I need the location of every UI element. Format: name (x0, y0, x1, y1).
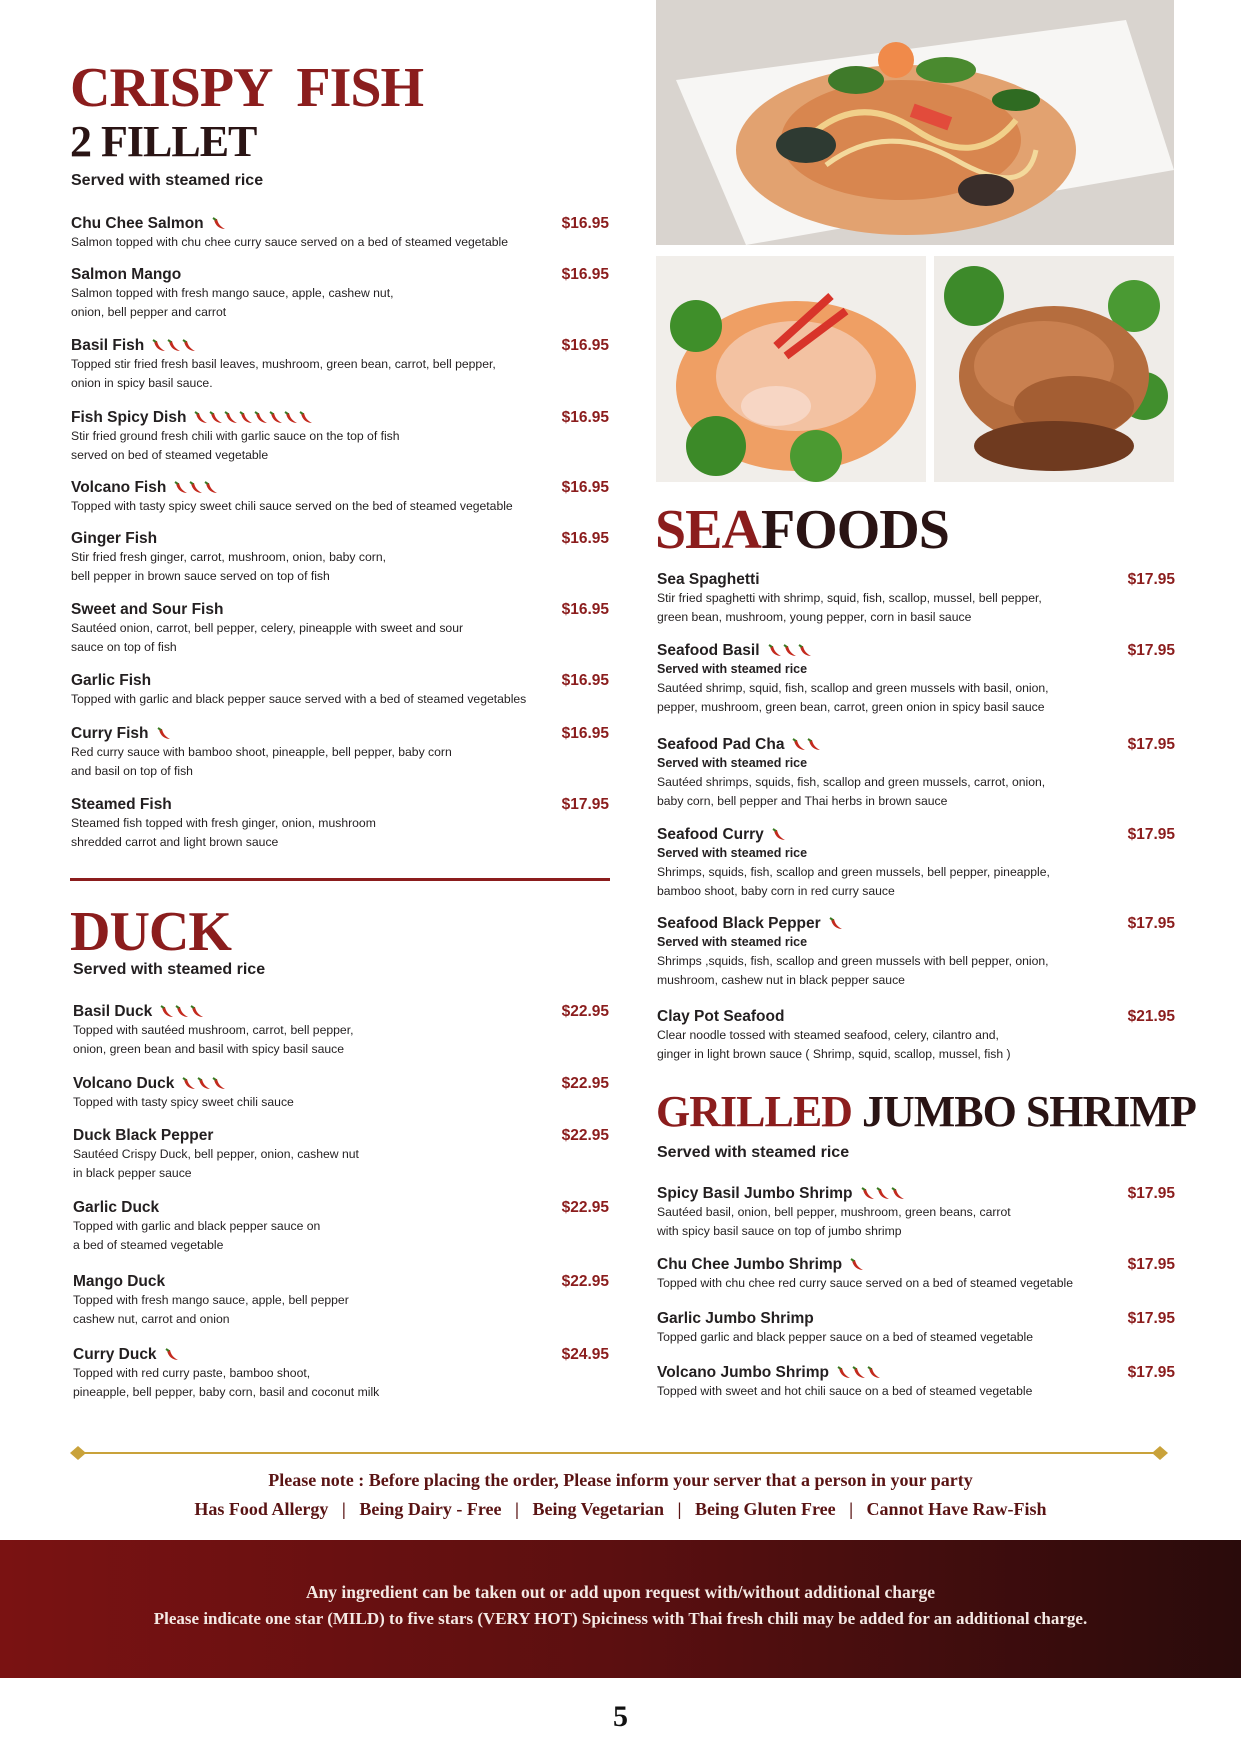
chili-icon (783, 644, 797, 658)
menu-item-price: $16.95 (561, 215, 609, 232)
menu-item-price: $17.95 (1127, 1310, 1175, 1327)
menu-item-name-text: Seafood Basil (657, 642, 760, 659)
chili-icon (284, 411, 298, 425)
menu-item-name (657, 571, 1042, 589)
menu-item-price: $24.95 (561, 1346, 609, 1363)
menu-item-price: $16.95 (561, 601, 609, 618)
chili-spice-icon (182, 1077, 226, 1091)
menu-item-name-text: Seafood Curry (657, 826, 764, 843)
menu-item-price: $22.95 (561, 1003, 609, 1020)
chili-icon (798, 644, 812, 658)
menu-item-name (657, 915, 1049, 933)
menu-item-price: $22.95 (561, 1075, 609, 1092)
menu-item-price: $22.95 (561, 1127, 609, 1144)
chili-icon (212, 1077, 226, 1091)
menu-item-description: Topped stir fried fresh basil leaves, mushroom, green bean, carrot, bell pepper, onion in spicy basil sauce. (71, 357, 496, 390)
menu-item-description: Topped with sautéed mushroom, carrot, bell pepper, onion, green bean and basil with spicy basil sauce (73, 1023, 354, 1056)
menu-item-price: $21.95 (1127, 1008, 1175, 1025)
crispy-fish-title: CRISPY FISH (70, 57, 424, 119)
menu-item-name-text: Volcano Fish (71, 479, 167, 496)
menu-item-description: Salmon topped with fresh mango sauce, apple, cashew nut, onion, bell pepper and carrot (71, 286, 394, 319)
menu-item-name-text: Volcano Duck (73, 1075, 175, 1092)
grilled-fish-photo (934, 256, 1174, 482)
chili-icon (197, 1077, 211, 1091)
menu-item (71, 601, 463, 657)
menu-item-description: Red curry sauce with bamboo shoot, pineapple, bell pepper, baby corn and basil on top of fish (71, 745, 452, 778)
menu-item-price: $17.95 (1127, 915, 1175, 932)
menu-item-price: $17.95 (561, 796, 609, 813)
menu-item-name (71, 530, 386, 548)
menu-item (73, 1075, 294, 1112)
menu-item-description: Sautéed shrimps, squids, fish, scallop and green mussels, carrot, onion, baby corn, bell pepper and Thai herbs in brown sauce (657, 775, 1046, 808)
chili-icon (792, 738, 806, 752)
chili-icon (829, 917, 843, 931)
menu-item-price: $16.95 (561, 479, 609, 496)
chili-icon (807, 738, 821, 752)
menu-item-name (73, 1003, 353, 1021)
menu-item-description: Salmon topped with chu chee curry sauce served on a bed of steamed vegetable (71, 235, 508, 249)
section-divider (70, 878, 610, 881)
menu-item-name-text: Seafood Black Pepper (657, 915, 821, 932)
menu-item (73, 1199, 320, 1255)
menu-item (71, 672, 526, 709)
menu-item-description: Topped with chu chee red curry sauce served on a bed of steamed vegetable (657, 1276, 1073, 1290)
seafoods-title-dark: FOODS (760, 499, 949, 561)
menu-item-description: Topped with garlic and black pepper sauce on a bed of steamed vegetable (73, 1219, 321, 1252)
chili-spice-icon (152, 339, 196, 353)
menu-item-served-note: Served with steamed rice (657, 662, 808, 676)
chili-icon (867, 1366, 881, 1380)
menu-item-name-text: Garlic Duck (73, 1199, 160, 1216)
chili-icon (224, 411, 238, 425)
menu-item-name-text: Chu Chee Jumbo Shrimp (657, 1256, 843, 1273)
chili-icon (165, 1348, 179, 1362)
menu-item-name (73, 1346, 379, 1364)
menu-item (71, 725, 452, 781)
menu-item-name (73, 1075, 294, 1093)
footer-ingredient-note: Any ingredient can be taken out or add upon request with/without additional charge (305, 1582, 936, 1602)
menu-item-price: $17.95 (1127, 1364, 1175, 1381)
menu-item-served-note: Served with steamed rice (657, 756, 808, 770)
menu-item (657, 1185, 1011, 1241)
menu-item-name-text: Basil Duck (73, 1003, 153, 1020)
chili-spice-icon (165, 1348, 179, 1362)
menu-item-name (71, 337, 496, 355)
gold-divider (70, 1446, 1168, 1460)
menu-item-name-text: Sweet and Sour Fish (71, 601, 224, 618)
chili-icon (768, 644, 782, 658)
chili-spice-icon (829, 917, 843, 931)
menu-item-name-text: Spicy Basil Jumbo Shrimp (657, 1185, 853, 1202)
grilled-shrimp-title-red: GRILLED (656, 1087, 852, 1136)
menu-item-name (71, 672, 526, 690)
menu-item (657, 1008, 1011, 1064)
crispy-fish-subtitle: 2 FILLET (70, 117, 257, 166)
menu-item-name (71, 215, 508, 233)
menu-item (71, 266, 394, 322)
page-number: 5 (613, 1700, 628, 1733)
menu-item-name (657, 826, 1050, 844)
menu-item-name (657, 1256, 1073, 1274)
chili-icon (194, 411, 208, 425)
menu-item-name-text: Basil Fish (71, 337, 145, 354)
menu-item-description: Shrimps, squids, fish, scallop and green mussels, bell pepper, pineapple, bamboo shoot, baby corn in red curry sauce (657, 865, 1050, 898)
chili-icon (837, 1366, 851, 1380)
menu-item-price: $17.95 (1127, 1256, 1175, 1273)
chili-icon (204, 481, 218, 495)
menu-item-price: $16.95 (561, 266, 609, 283)
chili-icon (174, 481, 188, 495)
menu-item-name (71, 266, 394, 284)
menu-item (657, 736, 1045, 811)
menu-item-price: $22.95 (561, 1199, 609, 1216)
menu-item-name-text: Mango Duck (73, 1273, 166, 1290)
menu-item-name (657, 642, 1049, 660)
menu-item-name-text: Fish Spicy Dish (71, 409, 187, 426)
menu-item-name-text: Clay Pot Seafood (657, 1008, 785, 1025)
menu-item-description: Shrimps ,squids, fish, scallop and green mussels with bell pepper, onion, mushroom, cashew nut in black pepper sauce (657, 954, 1049, 987)
menu-item (657, 642, 1049, 717)
menu-item-description: Topped garlic and black pepper sauce on a bed of steamed vegetable (657, 1330, 1034, 1344)
menu-item-name (71, 479, 513, 497)
chili-icon (239, 411, 253, 425)
seafood-curry-photo (656, 256, 926, 482)
chili-icon (876, 1187, 890, 1201)
menu-item (657, 1256, 1073, 1293)
chili-icon (160, 1005, 174, 1019)
menu-item-description: Sautéed shrimp, squid, fish, scallop and green mussels with basil, onion, pepper, mushroom, green bean, carrot, green onion in spicy basil sauce (657, 681, 1049, 714)
menu-item-description: Sautéed Crispy Duck, bell pepper, onion, cashew nut in black pepper sauce (73, 1147, 359, 1180)
menu-item (71, 479, 513, 516)
chili-spice-icon (174, 481, 218, 495)
menu-item-price: $17.95 (1127, 826, 1175, 843)
menu-item (657, 1310, 1033, 1347)
chili-icon (157, 727, 171, 741)
chili-icon (852, 1366, 866, 1380)
chili-spice-icon (194, 411, 313, 425)
chili-icon (891, 1187, 905, 1201)
chili-icon (850, 1258, 864, 1272)
menu-item-description: Stir fried spaghetti with shrimp, squid, fish, scallop, mussel, bell pepper, green bean, mushroom, young pepper, corn in basil sauce (657, 591, 1042, 624)
menu-item (73, 1346, 379, 1402)
chili-spice-icon (768, 644, 812, 658)
menu-item-description: Clear noodle tossed with steamed seafood, celery, cilantro and, ginger in light brown sauce ( Shrimp, squid, scallop, mussel, fish ) (657, 1028, 1011, 1061)
menu-item-name-text: Curry Fish (71, 725, 149, 742)
menu-item-name (73, 1127, 359, 1145)
menu-item-price: $16.95 (561, 725, 609, 742)
menu-item-name (657, 1364, 1032, 1382)
chili-spice-icon (792, 738, 821, 752)
menu-item-price: $17.95 (1127, 1185, 1175, 1202)
chili-icon (152, 339, 166, 353)
menu-item (657, 571, 1042, 627)
menu-item (71, 796, 376, 852)
allergy-notice-line1: Please note : Before placing the order, Please inform your server that a person in your party (268, 1470, 973, 1490)
menu-item-description: Topped with tasty spicy sweet chili sauce (73, 1095, 294, 1109)
chili-icon (182, 339, 196, 353)
menu-item-name (73, 1199, 320, 1217)
seafood-spaghetti-photo (656, 0, 1174, 245)
menu-item-description: Topped with red curry paste, bamboo shoot, pineapple, bell pepper, baby corn, basil and coconut milk (73, 1366, 380, 1399)
duck-title: DUCK (70, 901, 231, 963)
allergy-notice-line2: Has Food Allergy | Being Dairy - Free | Being Vegetarian | Being Gluten Free | Cannot Have Raw-Fish (194, 1499, 1047, 1519)
footer-spiciness-note: Please indicate one star (MILD) to five stars (VERY HOT) Spiciness with Thai fresh chili may be added for an additional charge. (153, 1609, 1088, 1628)
menu-item (73, 1003, 353, 1059)
menu-item (657, 826, 1050, 901)
menu-item (71, 409, 400, 465)
duck-served-note: Served with steamed rice (73, 961, 266, 978)
chili-icon (254, 411, 268, 425)
menu-item-name-text: Sea Spaghetti (657, 571, 760, 588)
menu-item-name-text: Duck Black Pepper (73, 1127, 214, 1144)
chili-spice-icon (837, 1366, 881, 1380)
seafoods-title-red: SEA (655, 499, 761, 561)
menu-item-name-text: Volcano Jumbo Shrimp (657, 1364, 829, 1381)
menu-item-served-note: Served with steamed rice (657, 935, 808, 949)
menu-item-description: Stir fried fresh ginger, carrot, mushroom, onion, baby corn, bell pepper in brown sauce served on top of fish (71, 550, 386, 583)
menu-item-name (71, 601, 463, 619)
menu-item-price: $17.95 (1127, 736, 1175, 753)
chili-spice-icon (212, 217, 226, 231)
menu-item-name-text: Chu Chee Salmon (71, 215, 204, 232)
chili-icon (190, 1005, 204, 1019)
chili-spice-icon (157, 727, 171, 741)
crispy-fish-served-note: Served with steamed rice (71, 172, 264, 189)
menu-item (71, 530, 386, 586)
menu-item-description: Stir fried ground fresh chili with garlic sauce on the top of fish served on bed of steamed vegetable (71, 429, 400, 462)
chili-spice-icon (861, 1187, 905, 1201)
chili-icon (772, 828, 786, 842)
menu-item-name (657, 736, 1045, 754)
menu-item-name-text: Garlic Fish (71, 672, 152, 689)
menu-item-description: Topped with garlic and black pepper sauce served with a bed of steamed vegetables (71, 692, 527, 706)
menu-item-name (71, 796, 376, 814)
chili-icon (189, 481, 203, 495)
menu-item-name-text: Curry Duck (73, 1346, 157, 1363)
chili-spice-icon (772, 828, 786, 842)
chili-icon (182, 1077, 196, 1091)
chili-icon (175, 1005, 189, 1019)
menu-item-name (71, 409, 400, 427)
grilled-shrimp-served-note: Served with steamed rice (657, 1144, 850, 1161)
menu-item (657, 1364, 1032, 1401)
menu-item (73, 1273, 349, 1329)
menu-item-served-note: Served with steamed rice (657, 846, 808, 860)
menu-item-description: Steamed fish topped with fresh ginger, onion, mushroom shredded carrot and light brown sauce (71, 816, 376, 849)
menu-item (71, 215, 508, 252)
menu-item-price: $16.95 (561, 672, 609, 689)
menu-item-name-text: Ginger Fish (71, 530, 158, 547)
menu-item-description: Topped with fresh mango sauce, apple, bell pepper cashew nut, carrot and onion (73, 1293, 349, 1326)
menu-item-name (73, 1273, 349, 1291)
menu-item-name (657, 1185, 1011, 1203)
menu-item (73, 1127, 359, 1183)
chili-icon (269, 411, 283, 425)
menu-item-name (657, 1310, 1033, 1328)
menu-item-description: Topped with sweet and hot chili sauce on a bed of steamed vegetable (657, 1384, 1033, 1398)
menu-item-price: $22.95 (561, 1273, 609, 1290)
menu-item-price: $16.95 (561, 409, 609, 426)
menu-item (657, 915, 1049, 990)
chili-icon (209, 411, 223, 425)
menu-item-name-text: Steamed Fish (71, 796, 172, 813)
menu-item-price: $17.95 (1127, 571, 1175, 588)
menu-item-name (71, 725, 452, 743)
chili-icon (167, 339, 181, 353)
chili-icon (299, 411, 313, 425)
grilled-shrimp-title (656, 1088, 1196, 1136)
menu-item-description: Sautéed basil, onion, bell pepper, mushroom, green beans, carrot with spicy basil sauce on top of jumbo shrimp (657, 1205, 1011, 1238)
menu-item-name-text: Salmon Mango (71, 266, 182, 283)
menu-item-description: Topped with tasty spicy sweet chili sauce served on the bed of steamed vegetable (71, 499, 513, 513)
menu-item-name (657, 1008, 1011, 1026)
menu-item-name-text: Garlic Jumbo Shrimp (657, 1310, 814, 1327)
menu-item-price: $17.95 (1127, 642, 1175, 659)
chili-icon (212, 217, 226, 231)
menu-item-price: $16.95 (561, 530, 609, 547)
grilled-shrimp-title-dark: JUMBO SHRIMP (861, 1087, 1196, 1136)
menu-item-description: Sautéed onion, carrot, bell pepper, celery, pineapple with sweet and sour sauce on top of fish (71, 621, 464, 654)
menu-item (71, 337, 496, 393)
seafoods-title (655, 500, 949, 560)
chili-spice-icon (160, 1005, 204, 1019)
chili-icon (861, 1187, 875, 1201)
menu-item-name-text: Seafood Pad Cha (657, 736, 785, 753)
chili-spice-icon (850, 1258, 864, 1272)
menu-item-price: $16.95 (561, 337, 609, 354)
